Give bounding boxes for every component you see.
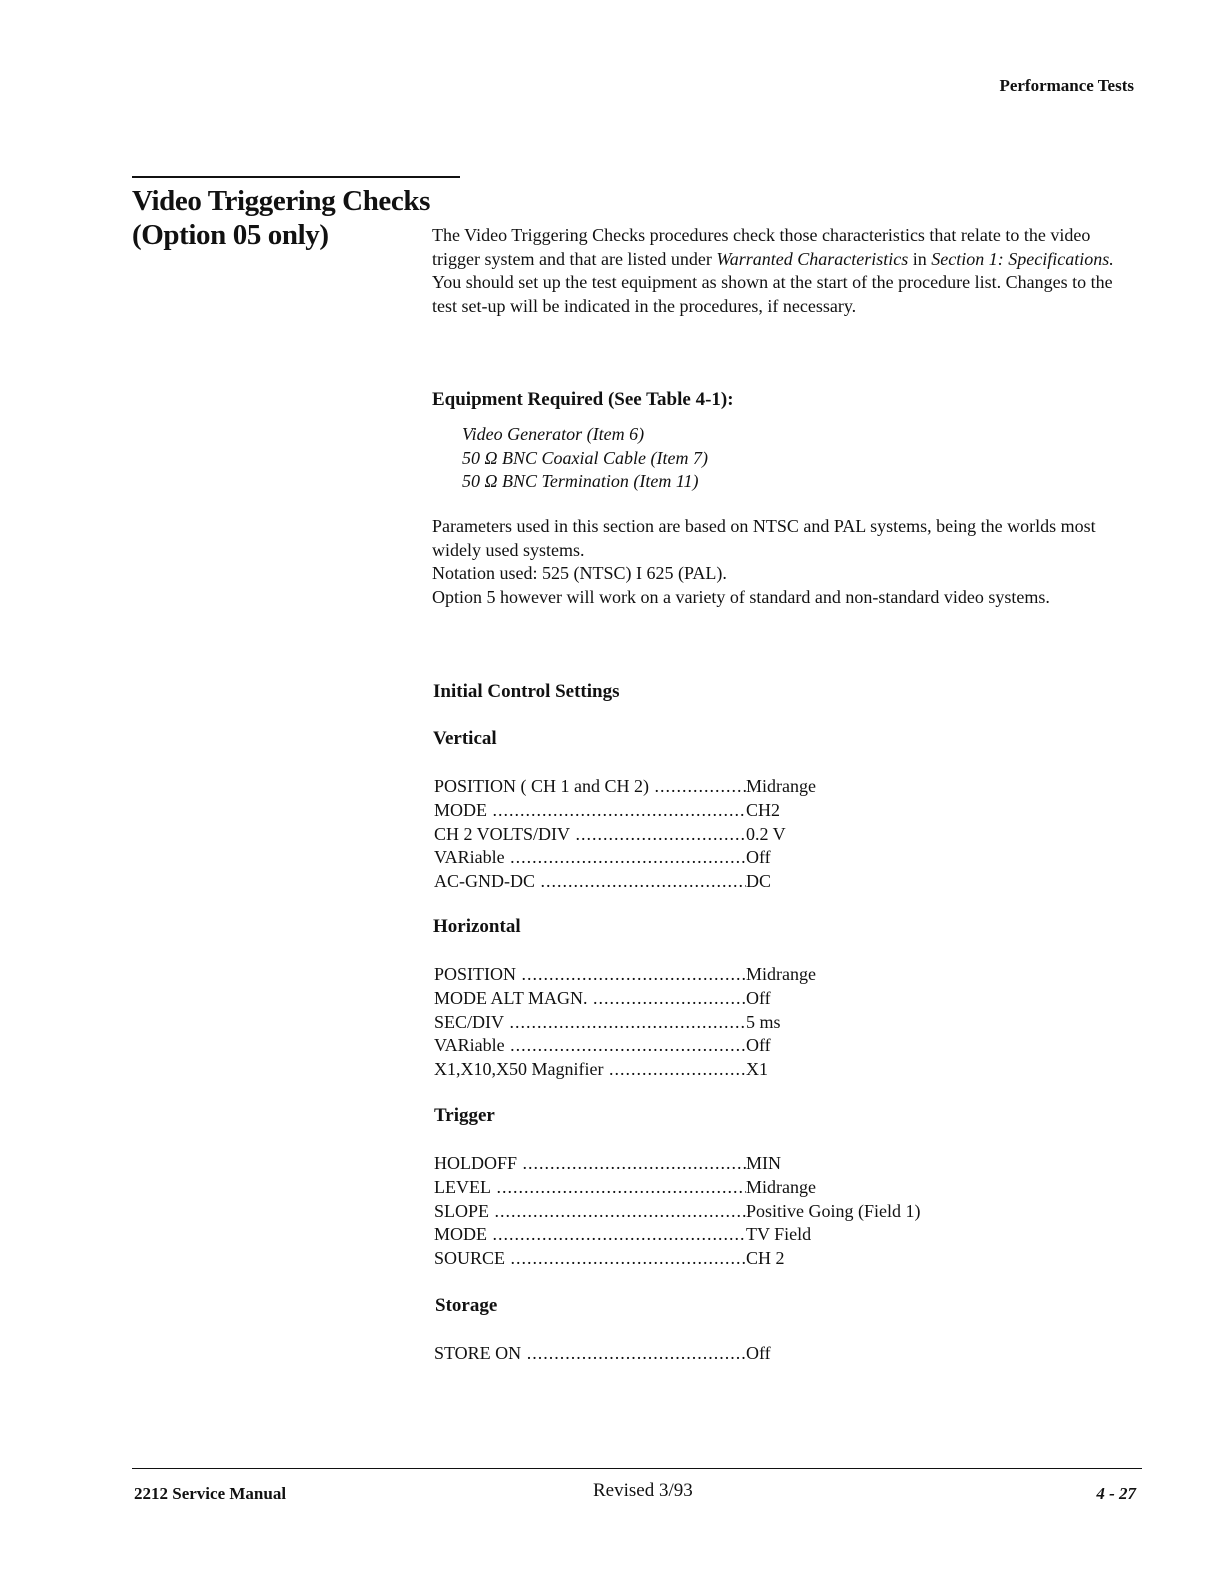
setting-value: 0.2 V [746, 823, 786, 844]
setting-row [434, 963, 816, 987]
intro-text-1: The Video Triggering Checks procedures check those characteristics that relate to the video trigger system and that are listed under [432, 225, 1091, 269]
setting-label: SEC/DIV ..... [434, 1011, 746, 1035]
setting-label: X1,X10,X50 Magnifier ..... [434, 1058, 746, 1082]
equipment-list [462, 423, 708, 494]
setting-row [434, 846, 816, 870]
footer-revision: Revised 3/93 [593, 1480, 693, 1501]
setting-value: 5 ms [746, 1011, 781, 1032]
initial-settings-heading: Initial Control Settings [433, 681, 620, 702]
setting-row [434, 775, 816, 799]
trigger-heading: Trigger [434, 1105, 495, 1126]
setting-label: LEVEL ..... [434, 1176, 746, 1200]
intro-italic-1: Warranted Characteristics [716, 248, 909, 269]
setting-value: Off [746, 847, 771, 868]
setting-value: DC [746, 871, 772, 892]
setting-row [434, 823, 816, 847]
setting-label: POSITION ( CH 1 and CH 2) ..... [434, 775, 746, 799]
setting-label: HOLDOFF ..... [434, 1152, 746, 1176]
parameters-paragraph [432, 515, 1132, 609]
setting-label: MODE ALT MAGN. ..... [434, 987, 746, 1011]
setting-value: MIN [746, 1153, 781, 1173]
setting-row [434, 1200, 921, 1224]
setting-value: CH 2 [746, 1248, 785, 1269]
setting-label: AC-GND-DC ..... [434, 870, 746, 894]
footer-rule [132, 1468, 1142, 1469]
setting-value: X1 [746, 1059, 768, 1080]
horizontal-heading: Horizontal [433, 916, 521, 937]
setting-row [434, 799, 816, 823]
section-title-line2: (Option 05 only) [132, 219, 329, 251]
footer-page-number: 4 - 27 [1096, 1484, 1136, 1503]
setting-row [434, 987, 816, 1011]
setting-label: STORE ON ..... [434, 1342, 746, 1366]
setting-label: SLOPE ..... [434, 1200, 746, 1224]
setting-value: Midrange [746, 776, 816, 796]
footer-manual-title: 2212 Service Manual [134, 1484, 287, 1503]
notation-line: Notation used: 525 (NTSC) I 625 (PAL). [432, 563, 727, 584]
equipment-heading: Equipment Required (See Table 4-1): [432, 389, 734, 410]
setting-label: VARiable ..... [434, 846, 746, 870]
parameters-line: Parameters used in this section are based on NTSC and PAL systems, being the worlds most widely used systems. [432, 516, 1096, 560]
setting-value: CH2 [746, 799, 781, 820]
setting-value: Midrange [746, 964, 816, 984]
section-title [132, 184, 430, 252]
setting-label: CH 2 VOLTS/DIV ..... [434, 823, 746, 847]
setting-value: TV Field [746, 1224, 812, 1245]
intro-paragraph [432, 224, 1132, 318]
setting-value: Off [746, 1035, 771, 1056]
storage-settings [434, 1342, 771, 1366]
setting-value: Off [746, 1343, 771, 1363]
title-rule [132, 176, 460, 178]
setting-value: Off [746, 987, 771, 1008]
running-header: Performance Tests [999, 76, 1134, 95]
setting-row [434, 1223, 921, 1247]
setting-value: Midrange [746, 1176, 816, 1197]
equipment-item: 50 Ω BNC Coaxial Cable (Item 7) [462, 447, 708, 468]
storage-heading: Storage [435, 1295, 498, 1316]
horizontal-settings [434, 963, 816, 1082]
intro-text-2: in [908, 248, 932, 269]
vertical-settings [434, 775, 816, 894]
setting-row [434, 1011, 816, 1035]
setting-row [434, 1152, 921, 1176]
setting-label: POSITION ..... [434, 963, 746, 987]
setting-row [434, 1176, 921, 1200]
setting-row [434, 1034, 816, 1058]
setting-row [434, 1342, 771, 1366]
setting-label: MODE ..... [434, 1223, 746, 1247]
trigger-settings [434, 1152, 921, 1271]
setting-label: MODE ..... [434, 799, 746, 823]
setting-row [434, 1058, 816, 1082]
setting-label: VARiable ..... [434, 1034, 746, 1058]
setting-value: Positive Going (Field 1) [746, 1200, 921, 1221]
intro-text-3: You should set up the test equipment as shown at the start of the procedure list. Changes to the test set-up will be indicated in the procedures, if necessary. [432, 272, 1113, 316]
intro-italic-2: Section 1: Specifications. [931, 248, 1114, 269]
setting-row [434, 870, 816, 894]
vertical-heading: Vertical [433, 728, 497, 749]
setting-row [434, 1247, 921, 1271]
section-title-line1: Video Triggering Checks [132, 185, 430, 217]
option-line: Option 5 however will work on a variety of standard and non-standard video systems. [432, 586, 1050, 607]
setting-label: SOURCE ..... [434, 1247, 746, 1271]
equipment-item: 50 Ω BNC Termination (Item 11) [462, 471, 699, 492]
equipment-item: Video Generator (Item 6) [462, 424, 645, 444]
